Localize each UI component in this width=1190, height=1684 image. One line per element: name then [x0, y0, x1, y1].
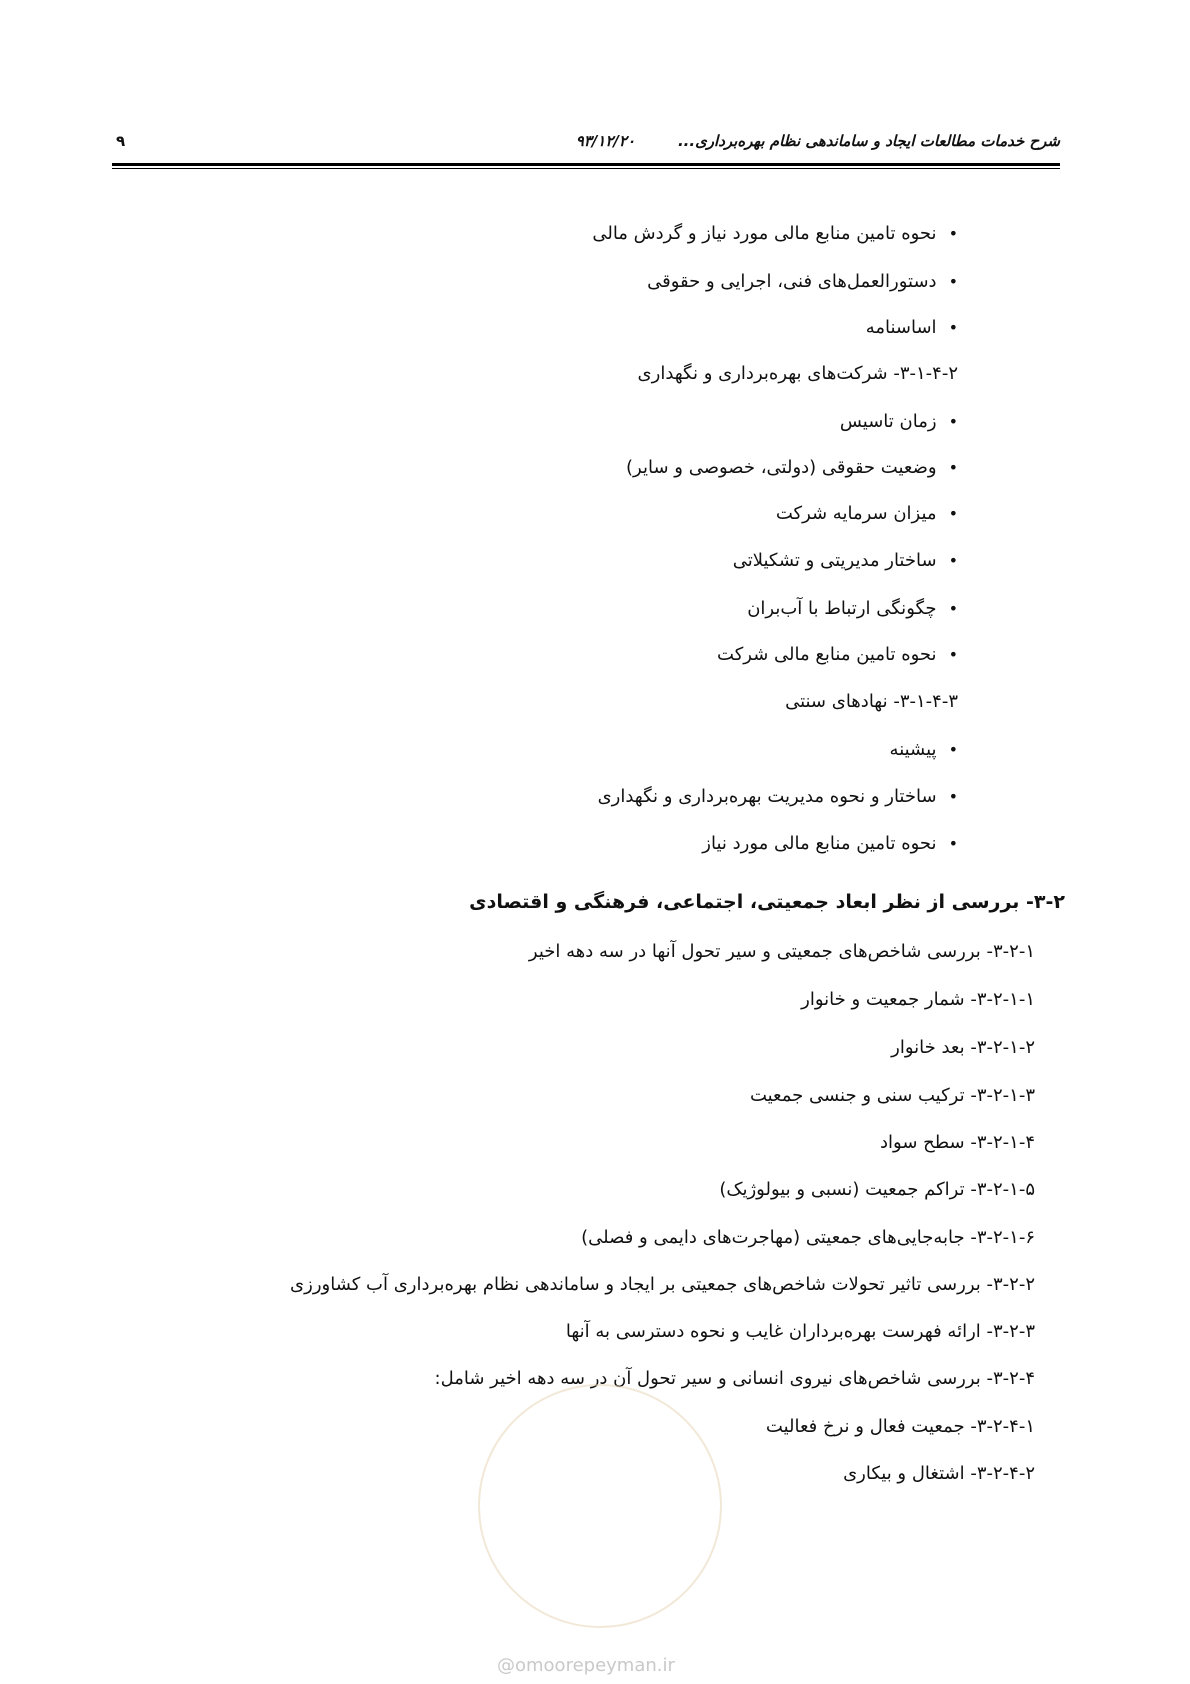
watermark-text: @omoorepeyman.ir [497, 1655, 675, 1676]
document-title: شرح خدمات مطالعات ایجاد و ساماندهی نظام بهره‌برداری... [677, 132, 1060, 150]
bullet-item: • پیشینه [890, 738, 958, 762]
watermark-seal-icon [478, 1384, 722, 1628]
bullet-item: • ساختار مدیریتی و تشکیلاتی [733, 549, 958, 573]
header-rule-thin [112, 168, 1060, 169]
bullet-item: • میزان سرمایه شرکت [776, 502, 958, 526]
bullet-item: • ساختار و نحوه مدیریت بهره‌برداری و نگهداری [598, 785, 958, 809]
bullet-item: • چگونگی ارتباط با آب‌بران [747, 597, 958, 621]
subsection-title: ۳-۱-۴-۳- نهادهای سنتی [785, 691, 958, 712]
section-heading: ۳-۲- بررسی از نظر ابعاد جمعیتی، اجتماعی، فرهنگی و اقتصادی [469, 891, 1065, 913]
outline-item: ۳-۲-۳- ارائه فهرست بهره‌برداران غایب و نحوه دسترسی به آنها [565, 1321, 1035, 1342]
bullet-item: • زمان تاسیس [840, 410, 958, 434]
page-header [112, 128, 1060, 158]
outline-item: ۳-۲-۲- بررسی تاثیر تحولات شاخص‌های جمعیتی بر ایجاد و ساماندهی نظام بهره‌برداری آب کشاورزی [290, 1274, 1035, 1295]
outline-item: ۳-۲-۱-۴- سطح سواد [880, 1132, 1035, 1153]
page-number: ۹ [116, 132, 126, 150]
subsection-title: ۳-۱-۴-۲- شرکت‌های بهره‌برداری و نگهداری [637, 363, 958, 384]
outline-item: ۳-۲-۴- بررسی شاخص‌های نیروی انسانی و سیر تحول آن در سه دهه اخیر شامل: [434, 1368, 1035, 1389]
outline-item: ۳-۲-۱-۶- جابه‌جایی‌های جمعیتی (مهاجرت‌های دایمی و فصلی) [581, 1227, 1035, 1248]
outline-item: ۳-۲-۱-۳- ترکیب سنی و جنسی جمعیت [749, 1085, 1035, 1106]
outline-item: ۳-۲-۱-۵- تراکم جمعیت (نسبی و بیولوژیک) [719, 1179, 1035, 1200]
document-date: ۹۳/۱۲/۲۰ [575, 132, 635, 150]
outline-item: ۳-۲-۱- بررسی شاخص‌های جمعیتی و سیر تحول آنها در سه دهه اخیر [528, 941, 1035, 962]
header-rule-thick [112, 163, 1060, 166]
bullet-item: • اساسنامه [866, 316, 958, 340]
bullet-item: • نحوه تامین منابع مالی مورد نیاز [702, 832, 958, 856]
outline-item: ۳-۲-۴-۲- اشتغال و بیکاری [843, 1463, 1035, 1484]
outline-item: ۳-۲-۴-۱- جمعیت فعال و نرخ فعالیت [765, 1416, 1035, 1437]
bullet-item: • وضعیت حقوقی (دولتی، خصوصی و سایر) [626, 456, 958, 480]
bullet-item: • دستورالعمل‌های فنی، اجرایی و حقوقی [647, 270, 958, 294]
bullet-item: • نحوه تامین منابع مالی شرکت [717, 643, 958, 667]
outline-item: ۳-۲-۱-۱- شمار جمعیت و خانوار [801, 989, 1035, 1010]
outline-item: ۳-۲-۱-۲- بعد خانوار [891, 1037, 1035, 1058]
bullet-item: • نحوه تامین منابع مالی مورد نیاز و گردش مالی [592, 222, 958, 246]
